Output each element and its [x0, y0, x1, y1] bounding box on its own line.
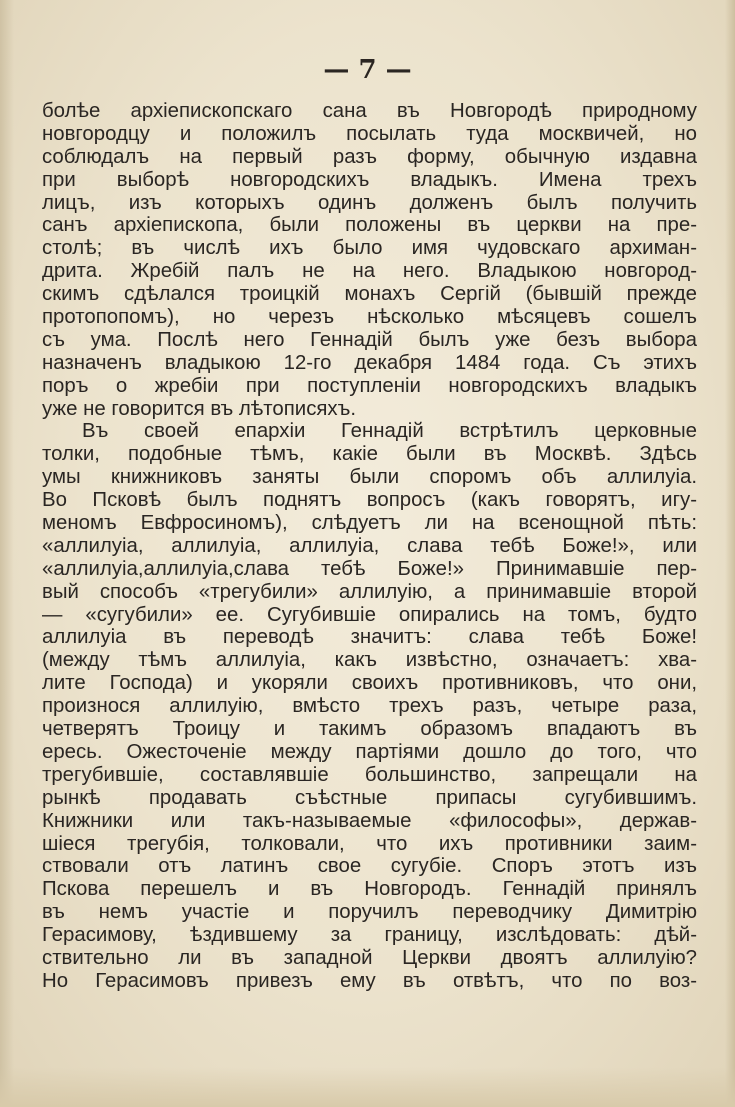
text-line: толки, подобные тѣмъ, какіе были въ Москвѣ. Здѣсь — [42, 443, 697, 466]
page-body — [42, 100, 697, 993]
text-line: ересь. Ожесточеніе между партіями дошло до того, что — [42, 740, 697, 763]
text-line: трегубившіе, составлявшіе большинство, запрещали на — [42, 763, 697, 786]
text-line: «аллилуіа,аллилуіа,слава тебѣ Боже!» Принимавшіе пер- — [42, 557, 697, 580]
text-line: «аллилуіа, аллилуіа, аллилуіа, слава тебѣ Боже!», или — [42, 534, 697, 557]
text-line: съ ума. Послѣ него Геннадій былъ уже безъ выбора — [42, 328, 697, 351]
page-bottom-shadow — [0, 1067, 735, 1107]
text-line: четверятъ Троицу и такимъ образомъ впадаютъ въ — [42, 718, 697, 741]
text-line: столѣ; въ числѣ ихъ было имя чудовскаго архиман- — [42, 237, 697, 260]
text-line: умы книжниковъ заняты были споромъ объ аллилуіа. — [42, 466, 697, 489]
text-line: лицъ, изъ которыхъ одинъ долженъ былъ получить — [42, 191, 697, 214]
text-line: меномъ Евфросиномъ), слѣдуетъ ли на всенощной пѣть: — [42, 512, 697, 535]
text-line: въ немъ участіе и поручилъ переводчику Димитрію — [42, 901, 697, 924]
text-line: уже не говорится въ лѣтописяхъ. — [42, 397, 357, 420]
text-line: Во Псковѣ былъ поднятъ вопросъ (какъ говорятъ, игу- — [42, 489, 697, 512]
text-line: Книжники или такъ-называемые «философы», держав- — [42, 809, 697, 832]
text-line: Въ своей епархіи Геннадій встрѣтилъ церковные — [82, 420, 697, 443]
paragraph-2 — [42, 420, 697, 992]
text-line: аллилуіа въ переводѣ значитъ: слава тебѣ Боже! — [42, 626, 697, 649]
text-line: (между тѣмъ аллилуіа, какъ извѣстно, означаетъ: хва- — [42, 649, 697, 672]
text-line: произнося аллилуію, вмѣсто трехъ разъ, четыре раза, — [42, 695, 697, 718]
paragraph-1 — [42, 100, 697, 420]
page-right-shadow — [725, 0, 735, 1107]
text-line: ствовали отъ латинъ свое сугубіе. Споръ этотъ изъ — [42, 855, 697, 878]
page-number: — 7 — — [323, 55, 412, 85]
text-line: Пскова перешелъ и въ Новгородъ. Геннадій принялъ — [42, 878, 697, 901]
text-line: соблюдалъ на первый разъ форму, обычную издавна — [42, 145, 697, 168]
text-line: скимъ сдѣлался троицкій монахъ Сергій (бывшій прежде — [42, 283, 697, 306]
text-line: шіеся трегубія, толковали, что ихъ противники заим- — [42, 832, 697, 855]
text-line: Герасимову, ѣздившему за границу, изслѣдовать: дѣй- — [42, 924, 697, 947]
page-left-shadow — [0, 0, 14, 1107]
text-line: ствительно ли въ западной Церкви двоятъ аллилуію? — [42, 946, 697, 969]
text-line: лите Господа) и укоряли своихъ противниковъ, что они, — [42, 672, 697, 695]
text-line: болѣе архіепископскаго сана въ Новгородѣ природному — [42, 100, 697, 122]
text-line: дрита. Жребій палъ не на него. Владыкою новгород- — [42, 260, 697, 283]
text-line: — «сугубили» ее. Сугубившіе опирались на томъ, будто — [42, 603, 697, 626]
text-line: вый способъ «трегубили» аллилуію, а принимавшіе второй — [42, 580, 697, 603]
text-line: назначенъ владыкою 12-го декабря 1484 года. Съ этихъ — [42, 351, 697, 374]
text-line: санъ архіепископа, были положены въ церкви на пре- — [42, 214, 697, 237]
text-line: поръ о жребіи при поступленіи новгородскихъ владыкъ — [42, 374, 697, 397]
text-line: Но Герасимовъ привезъ ему въ отвѣтъ, что по воз- — [42, 969, 697, 992]
text-line: новгородцу и положилъ посылать туда москвичей, но — [42, 122, 697, 145]
text-line: рынкѣ продавать съѣстные припасы сугубившимъ. — [42, 786, 697, 809]
text-line: протопопомъ), но черезъ нѣсколько мѣсяцевъ сошелъ — [42, 306, 697, 329]
text-line: при выборѣ новгородскихъ владыкъ. Имена трехъ — [42, 168, 697, 191]
